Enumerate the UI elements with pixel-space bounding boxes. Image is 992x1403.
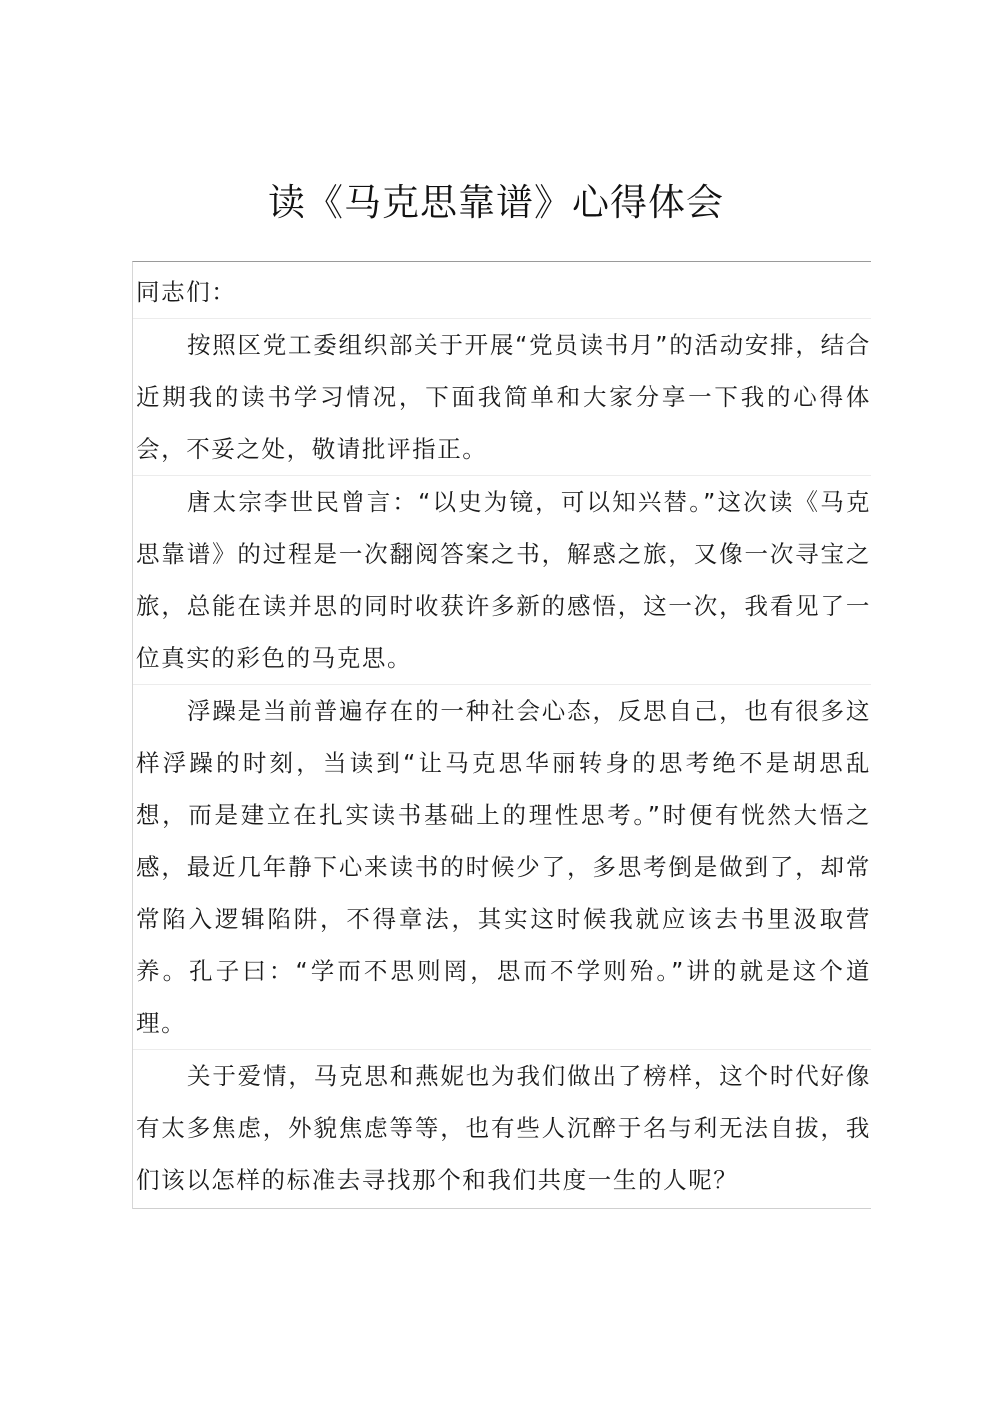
paragraph-2: 唐太宗李世民曾言：“以史为镜，可以知兴替。”这次读《马克思靠谱》的过程是一次翻阅答案之书，解惑之旅，又像一次寻宝之旅，总能在读并思的同时收获许多新的感悟，这一次，我看见了一位真实的彩色的马克思。: [133, 476, 871, 685]
paragraph-1: 按照区党工委组织部关于开展“党员读书月”的活动安排，结合近期我的读书学习情况，下面我简单和大家分享一下我的心得体会，不妥之处，敬请批评指正。: [133, 319, 871, 476]
greeting: 同志们：: [133, 262, 871, 319]
paragraph-4: 关于爱情，马克思和燕妮也为我们做出了榜样，这个时代好像有太多焦虑，外貌焦虑等等，也有些人沉醉于名与利无法自拔，我们该以怎样的标准去寻找那个和我们共度一生的人呢？: [133, 1050, 871, 1209]
document-body: [132, 261, 871, 1209]
paragraph-3: 浮躁是当前普遍存在的一种社会心态，反思自己，也有很多这样浮躁的时刻，当读到“让马克思华丽转身的思考绝不是胡思乱想，而是建立在扎实读书基础上的理性思考。”时便有恍然大悟之感，最近几年静下心来读书的时候少了，多思考倒是做到了，却常常陷入逻辑陷阱，不得章法，其实这时候我就应该去书里汲取营养。孔子曰：“学而不思则罔，思而不学则殆。”讲的就是这个道理。: [133, 685, 871, 1050]
document-title: 读《马克思靠谱》心得体会: [268, 181, 724, 224]
